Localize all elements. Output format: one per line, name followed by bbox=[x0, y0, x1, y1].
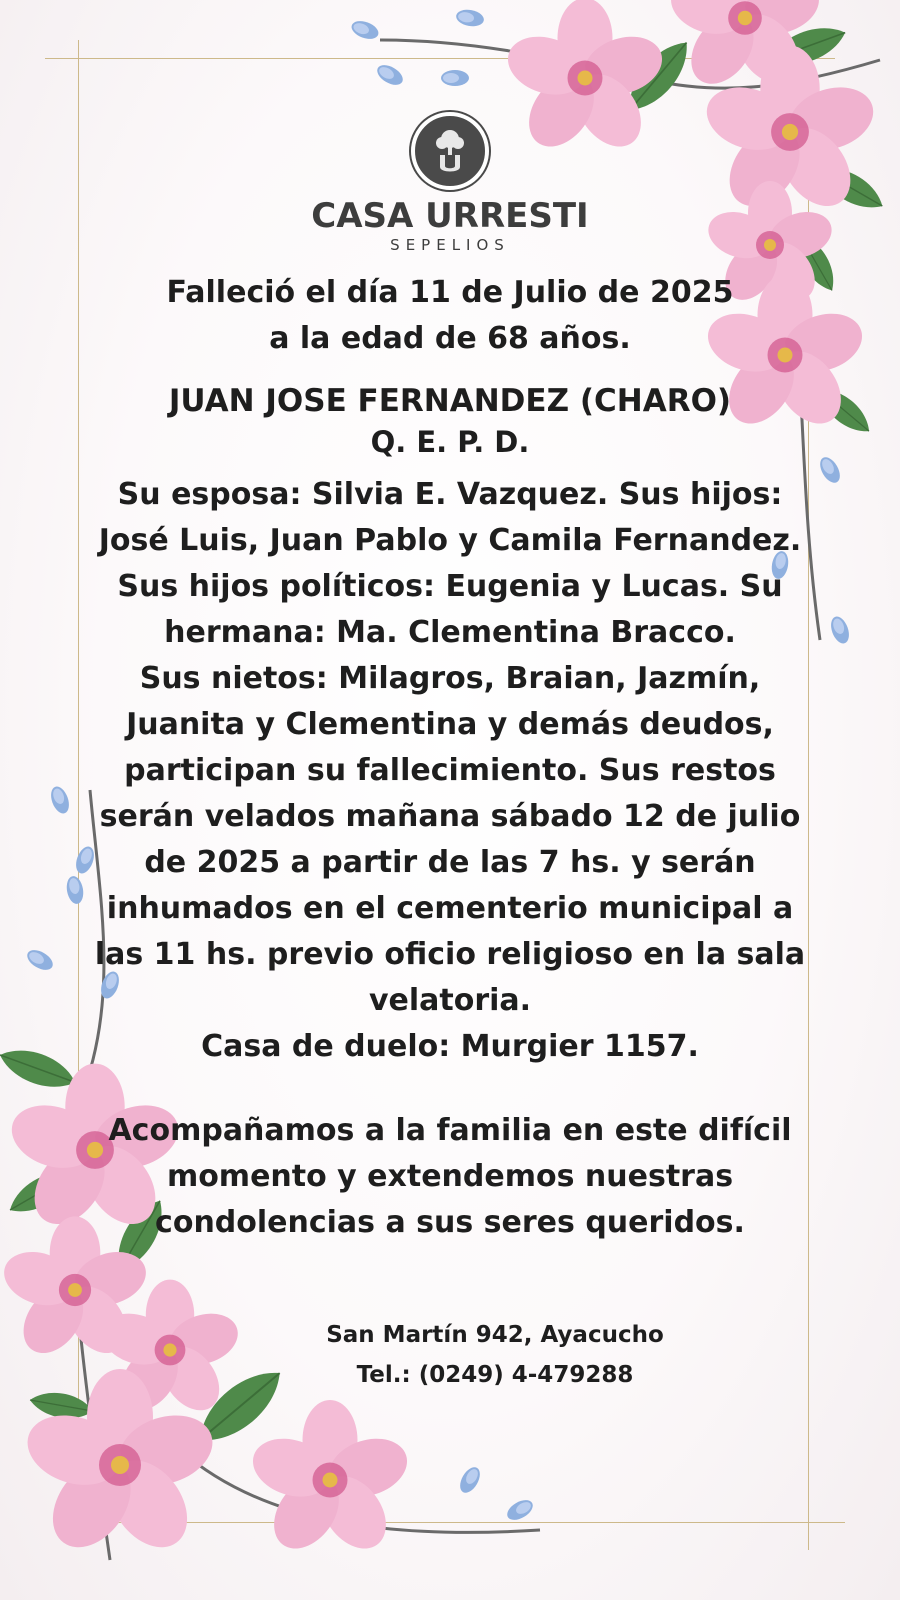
death-date-line: Falleció el día 11 de Julio de 2025 bbox=[166, 275, 734, 310]
grandchildren-paragraph: Sus nietos: Milagros, Braian, Jazmín, Juanita y Clementina y demás deudos, participan su fallecimiento. Sus restos serán velados mañana sábado 12 de julio de 2025 a partir de las 7 hs. y serán inhumados en el cementerio municipal a las 11 hs. previo oficio religioso en la sala velatoria. bbox=[94, 661, 806, 1018]
family-paragraph: Su esposa: Silvia E. Vazquez. Sus hijos: José Luis, Juan Pablo y Camila Fernandez. Sus hijos políticos: Eugenia y Lucas. Su hermana: Ma. Clementina Bracco. bbox=[98, 477, 802, 650]
logo-name: CASA URRESTI bbox=[311, 196, 589, 236]
condolence-message: Acompañamos a la familia en este difícil momento y extendemos nuestras condolencias a sus seres queridos. bbox=[108, 1113, 792, 1240]
phone: Tel.: (0249) 4-479288 bbox=[356, 1362, 634, 1388]
funeral-home-logo bbox=[300, 112, 600, 254]
obituary-notice bbox=[90, 270, 810, 1246]
house-of-mourning: Casa de duelo: Murgier 1157. bbox=[201, 1029, 699, 1064]
contact-block bbox=[300, 1315, 690, 1395]
age-line: a la edad de 68 años. bbox=[269, 321, 631, 356]
logo-subtitle: SEPELIOS bbox=[390, 236, 510, 254]
tree-emblem-icon bbox=[411, 112, 489, 190]
qepd: Q. E. P. D. bbox=[370, 425, 530, 459]
address: San Martín 942, Ayacucho bbox=[326, 1322, 664, 1348]
deceased-name: JUAN JOSE FERNANDEZ (CHARO) bbox=[168, 383, 732, 419]
